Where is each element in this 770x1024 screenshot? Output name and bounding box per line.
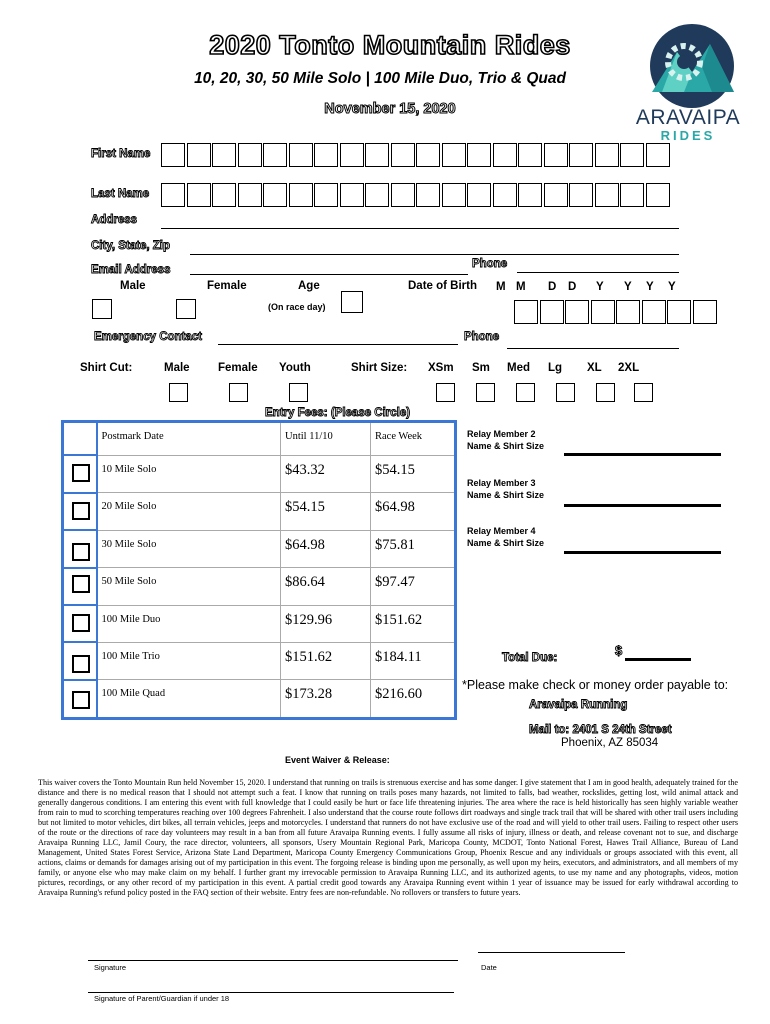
letter-box[interactable] bbox=[620, 183, 644, 207]
size-sm: Sm bbox=[472, 362, 490, 374]
email-line[interactable] bbox=[190, 274, 468, 275]
table-row bbox=[63, 642, 456, 679]
letter-box[interactable] bbox=[365, 143, 389, 167]
letter-box[interactable] bbox=[340, 143, 364, 167]
dob-digit-box[interactable] bbox=[514, 300, 538, 324]
first-name-label: First Name bbox=[91, 148, 151, 160]
letter-box[interactable] bbox=[314, 143, 338, 167]
date-label: Date bbox=[481, 963, 497, 972]
size-lg-checkbox[interactable] bbox=[556, 383, 575, 402]
female-checkbox[interactable] bbox=[176, 299, 196, 319]
size-xl: XL bbox=[587, 362, 602, 374]
phone-label-2: Phone bbox=[464, 331, 500, 343]
letter-box[interactable] bbox=[493, 143, 517, 167]
size-med: Med bbox=[507, 362, 530, 374]
row-checkbox-cell bbox=[63, 642, 97, 679]
price-late[interactable]: $54.15 bbox=[371, 455, 456, 492]
last-name-label: Last Name bbox=[91, 188, 150, 200]
page-title: 2020 Tonto Mountain Rides bbox=[209, 30, 571, 60]
header-postmark: Postmark Date bbox=[97, 422, 281, 456]
size-xsm: XSm bbox=[428, 362, 454, 374]
letter-box[interactable] bbox=[212, 183, 236, 207]
letter-box[interactable] bbox=[467, 183, 491, 207]
letter-box[interactable] bbox=[391, 183, 415, 207]
cut-female-checkbox[interactable] bbox=[229, 383, 248, 402]
row-checkbox-cell bbox=[63, 493, 97, 530]
dob-format-char: Y bbox=[646, 281, 654, 293]
address-line[interactable] bbox=[161, 228, 679, 229]
currency-symbol: $ bbox=[615, 643, 623, 658]
relay-member-3 bbox=[467, 477, 544, 501]
letter-box[interactable] bbox=[646, 143, 670, 167]
letter-box[interactable] bbox=[544, 143, 568, 167]
fees-heading: Entry Fees: (Please Circle) bbox=[265, 407, 411, 419]
letter-box[interactable] bbox=[493, 183, 517, 207]
race-checkbox[interactable] bbox=[72, 502, 90, 520]
price-late[interactable]: $151.62 bbox=[371, 605, 456, 642]
row-checkbox-cell bbox=[63, 605, 97, 642]
letter-box[interactable] bbox=[187, 143, 211, 167]
table-row bbox=[63, 568, 456, 605]
payment-note: *Please make check or money order payable to: bbox=[462, 678, 729, 692]
letter-box[interactable] bbox=[314, 183, 338, 207]
relay-member-2-title: Relay Member 2 bbox=[467, 429, 536, 439]
race-name: 100 Mile Duo bbox=[97, 605, 281, 642]
total-due-line[interactable] bbox=[625, 658, 691, 661]
relay-member-3-line[interactable] bbox=[564, 504, 721, 507]
shirt-cut-label: Shirt Cut: bbox=[80, 362, 133, 374]
table-row bbox=[63, 530, 456, 567]
letter-box[interactable] bbox=[595, 143, 619, 167]
race-checkbox[interactable] bbox=[72, 464, 90, 482]
relay-member-4-line[interactable] bbox=[564, 551, 721, 554]
emergency-line[interactable] bbox=[218, 344, 458, 345]
letter-box[interactable] bbox=[212, 143, 236, 167]
table-row bbox=[63, 493, 456, 530]
event-date: November 15, 2020 bbox=[324, 101, 456, 117]
age-box[interactable] bbox=[341, 291, 363, 313]
logo-text-main: ARAVAIPA bbox=[635, 106, 741, 129]
relay-member-2-line[interactable] bbox=[564, 453, 721, 456]
price-late[interactable]: $64.98 bbox=[371, 493, 456, 530]
letter-box[interactable] bbox=[467, 143, 491, 167]
address-label: Address bbox=[91, 214, 138, 226]
race-checkbox[interactable] bbox=[72, 614, 90, 632]
header-race-week: Race Week bbox=[371, 422, 456, 456]
table-row bbox=[63, 680, 456, 719]
dob-digit-box[interactable] bbox=[616, 300, 640, 324]
age-note: (On race day) bbox=[268, 302, 326, 312]
price-early[interactable]: $151.62 bbox=[281, 642, 371, 679]
email-label: Email Address bbox=[91, 264, 171, 276]
dob-digit-box[interactable] bbox=[642, 300, 666, 324]
price-early[interactable]: $129.96 bbox=[281, 605, 371, 642]
dob-format-char: Y bbox=[624, 281, 632, 293]
letter-box[interactable] bbox=[263, 183, 287, 207]
male-checkbox[interactable] bbox=[92, 299, 112, 319]
dob-format-char: M bbox=[516, 281, 526, 293]
letter-box[interactable] bbox=[620, 143, 644, 167]
entry-fees-table bbox=[61, 420, 457, 720]
letter-box[interactable] bbox=[238, 143, 262, 167]
letter-box[interactable] bbox=[161, 183, 185, 207]
letter-box[interactable] bbox=[595, 183, 619, 207]
table-row bbox=[63, 605, 456, 642]
dob-digit-box[interactable] bbox=[693, 300, 717, 324]
dob-format-char: Y bbox=[596, 281, 604, 293]
age-label: Age bbox=[298, 280, 320, 292]
size-lg: Lg bbox=[548, 362, 563, 374]
relay-member-2 bbox=[467, 428, 544, 452]
letter-box[interactable] bbox=[416, 183, 440, 207]
relay-member-4 bbox=[467, 525, 544, 549]
cut-youth-checkbox[interactable] bbox=[289, 383, 308, 402]
guardian-signature-line[interactable] bbox=[88, 992, 454, 993]
fees-header-row bbox=[63, 422, 456, 456]
phone-line-2[interactable] bbox=[507, 348, 679, 349]
price-late[interactable]: $97.47 bbox=[371, 568, 456, 605]
dob-format-char: Y bbox=[668, 281, 676, 293]
race-name: 20 Mile Solo bbox=[97, 493, 281, 530]
size-xsm-checkbox[interactable] bbox=[436, 383, 455, 402]
aravaipa-logo bbox=[632, 22, 762, 148]
letter-box[interactable] bbox=[187, 183, 211, 207]
race-name: 100 Mile Quad bbox=[97, 680, 281, 719]
row-checkbox-cell bbox=[63, 568, 97, 605]
size-sm-checkbox[interactable] bbox=[476, 383, 495, 402]
cut-male-checkbox[interactable] bbox=[169, 383, 188, 402]
header-until: Until 11/10 bbox=[281, 422, 371, 456]
dob-digit-box[interactable] bbox=[667, 300, 691, 324]
page-subtitle: 10, 20, 30, 50 Mile Solo | 100 Mile Duo, Trio & Quad bbox=[194, 70, 566, 87]
letter-box[interactable] bbox=[518, 143, 542, 167]
shirt-size-label: Shirt Size: bbox=[351, 362, 408, 374]
row-checkbox-cell bbox=[63, 530, 97, 567]
letter-box[interactable] bbox=[263, 143, 287, 167]
dob-label: Date of Birth bbox=[408, 280, 477, 292]
race-name: 10 Mile Solo bbox=[97, 455, 281, 492]
price-early[interactable]: $43.32 bbox=[281, 455, 371, 492]
race-checkbox[interactable] bbox=[72, 655, 90, 673]
letter-box[interactable] bbox=[365, 183, 389, 207]
dob-format-char: M bbox=[496, 281, 506, 293]
race-checkbox[interactable] bbox=[72, 691, 90, 709]
letter-box[interactable] bbox=[544, 183, 568, 207]
price-early[interactable]: $64.98 bbox=[281, 530, 371, 567]
race-name: 30 Mile Solo bbox=[97, 530, 281, 567]
relay-member-2-sub: Name & Shirt Size bbox=[467, 441, 545, 451]
letter-box[interactable] bbox=[416, 143, 440, 167]
mail-city: Phoenix, AZ 85034 bbox=[561, 737, 659, 749]
total-due-label: Total Due: bbox=[502, 652, 558, 664]
payee-name: Aravaipa Running bbox=[529, 699, 628, 711]
dob-digit-box[interactable] bbox=[540, 300, 564, 324]
price-early[interactable]: $54.15 bbox=[281, 493, 371, 530]
relay-member-3-title: Relay Member 3 bbox=[467, 478, 536, 488]
race-name: 100 Mile Trio bbox=[97, 642, 281, 679]
logo-text-sub: RIDES bbox=[660, 128, 716, 143]
price-late[interactable]: $184.11 bbox=[371, 642, 456, 679]
relay-member-4-title: Relay Member 4 bbox=[467, 526, 536, 536]
relay-member-3-sub: Name & Shirt Size bbox=[467, 490, 545, 500]
letter-box[interactable] bbox=[289, 143, 313, 167]
letter-box[interactable] bbox=[518, 183, 542, 207]
city-label: City, State, Zip bbox=[91, 240, 171, 252]
letter-box[interactable] bbox=[442, 143, 466, 167]
price-early[interactable]: $86.64 bbox=[281, 568, 371, 605]
table-row bbox=[63, 455, 456, 492]
price-late[interactable]: $75.81 bbox=[371, 530, 456, 567]
dob-format-char: D bbox=[568, 281, 577, 293]
male-label: Male bbox=[120, 280, 146, 292]
row-checkbox-cell bbox=[63, 455, 97, 492]
dob-digit-box[interactable] bbox=[565, 300, 589, 324]
waiver-text: This waiver covers the Tonto Mountain Run held November 15, 2020. I understand that running on trails is strenuous exercise and has some danger. I give statement that I am in good health, adequately trained for the distance and there is no medical reason that I should not attempt such a feat. I know that running on trails poses many hazards, not limited to falls, bad weather, rockslides, getting lost, wild animal attack and generally dangerous conditions. I am entering this event with full knowledge that I could easily be hurt or face life threatening injuries. The area where the race is held historically has seen highly variable weather from rain to mud to scorching temperatures reaching over 100 degrees Fahrenheit. I also understand that the course route follows dirt roadways and single track trail that will be shared with other trail users including but not limited to motor vehicles, dirt bikes, all terrain vehicles, jeeps and motorcycles. I understand that runners do not have exclusive use of the road and will yield to other trail users. Failing to respect other users of the route or the directions of race day volunteers may result in a ban from all future Aravaipa Running events. I fully assume all risks of injury, illness or death, and release covenant not to sue, and discharge Aravaipa Running LLC, Jamil Coury, the race director, volunteers, all sponsors, Usery Mountain Regional Park, Maricopa County, MCDOT, Tonto National Forest, Hawes Trail Alliance, Bureau of Land Management, United States Forest Service, Arizona State Land Department, Maricopa County Emergency Communications Group, Phoenix Rescue and any individuals or groups associated with this event, all actions, claims or demands for damages arising out of my participation in this event. The forgoing release is binding upon me personally, as well upon my heirs, executors, and administrators, and all members of my family, or anyone else who may make claim on my behalf. I further grant my irrevocable permission to Aravaipa Running LLC, and its authorized agents, to use my name and any photographs, videos, motion pictures, recordings, or any other record of my participation in this event. A partial credit good towards any Aravaipa Running event within 1 year of issuance may be issued for early withdrawal according to Aravaipa Running's refund policy posted in the FAQ section of their website. Entry fees are non-refundable. No rollovers or transfers to future years. bbox=[38, 778, 738, 897]
letter-box[interactable] bbox=[442, 183, 466, 207]
phone-label: Phone bbox=[472, 258, 508, 270]
size-2xl: 2XL bbox=[618, 362, 640, 374]
letter-box[interactable] bbox=[289, 183, 313, 207]
price-early[interactable]: $173.28 bbox=[281, 680, 371, 719]
cut-female: Female bbox=[218, 362, 258, 374]
letter-box[interactable] bbox=[569, 143, 593, 167]
letter-box[interactable] bbox=[391, 143, 415, 167]
mail-to: Mail to: 2401 S 24th Street bbox=[529, 724, 672, 736]
city-line[interactable] bbox=[190, 254, 679, 255]
dob-format-char: D bbox=[548, 281, 557, 293]
size-med-checkbox[interactable] bbox=[516, 383, 535, 402]
signature-label: Signature bbox=[94, 963, 127, 972]
bike-gear-mountain-logo-icon bbox=[632, 22, 762, 110]
race-checkbox[interactable] bbox=[72, 543, 90, 561]
signature-line[interactable] bbox=[88, 960, 458, 961]
checkbox-column-header bbox=[63, 422, 97, 456]
letter-box[interactable] bbox=[646, 183, 670, 207]
waiver-heading: Event Waiver & Release: bbox=[285, 755, 390, 765]
row-checkbox-cell bbox=[63, 680, 97, 719]
date-line[interactable] bbox=[478, 952, 625, 953]
race-name: 50 Mile Solo bbox=[97, 568, 281, 605]
size-xl-checkbox[interactable] bbox=[596, 383, 615, 402]
cut-male: Male bbox=[164, 362, 190, 374]
emergency-label: Emergency Contact bbox=[94, 331, 203, 343]
letter-box[interactable] bbox=[340, 183, 364, 207]
letter-box[interactable] bbox=[238, 183, 262, 207]
letter-box[interactable] bbox=[569, 183, 593, 207]
phone-line[interactable] bbox=[517, 272, 679, 273]
relay-member-4-sub: Name & Shirt Size bbox=[467, 538, 545, 548]
size-2xl-checkbox[interactable] bbox=[634, 383, 653, 402]
race-checkbox[interactable] bbox=[72, 575, 90, 593]
guardian-signature-label: Signature of Parent/Guardian if under 18 bbox=[94, 994, 230, 1003]
price-late[interactable]: $216.60 bbox=[371, 680, 456, 719]
dob-digit-box[interactable] bbox=[591, 300, 615, 324]
female-label: Female bbox=[207, 280, 247, 292]
letter-box[interactable] bbox=[161, 143, 185, 167]
cut-youth: Youth bbox=[279, 362, 311, 374]
